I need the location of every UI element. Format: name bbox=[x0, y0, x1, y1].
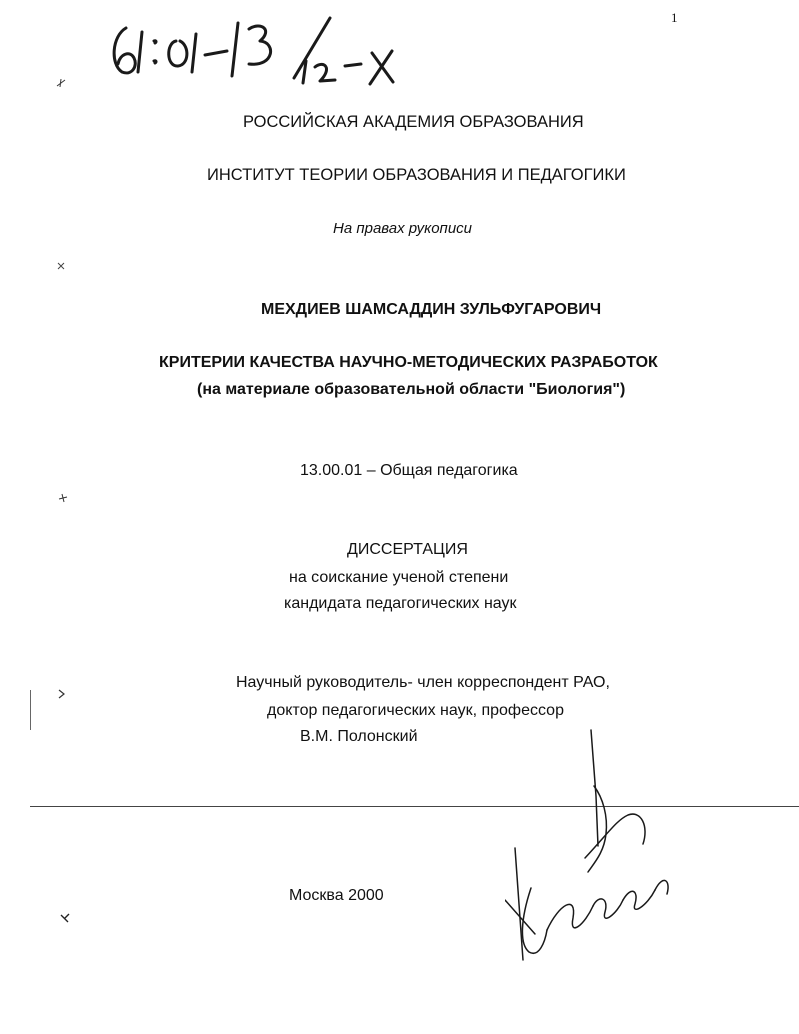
specialty-code: 13.00.01 – Общая педагогика bbox=[300, 462, 518, 479]
page-number: 1 bbox=[671, 10, 678, 25]
academy-name: РОССИЙСКАЯ АКАДЕМИЯ ОБРАЗОВАНИЯ bbox=[243, 113, 584, 131]
scan-left-edge-mark bbox=[30, 690, 31, 730]
manuscript-note: На правах рукописи bbox=[333, 220, 472, 237]
dissertation-title: КРИТЕРИИ КАЧЕСТВА НАУЧНО-МЕТОДИЧЕСКИХ РАЗРАБОТОК bbox=[159, 354, 658, 371]
supervisor-name: В.М. Полонский bbox=[300, 728, 418, 745]
scan-horizontal-rule bbox=[30, 806, 799, 807]
scan-speck-1 bbox=[56, 78, 66, 88]
scan-speck-2 bbox=[56, 261, 66, 271]
degree-line-1: на соискание ученой степени bbox=[289, 569, 509, 586]
scan-speck-4 bbox=[57, 689, 67, 699]
dissertation-subtitle: (на материале образовательной области "Биология") bbox=[197, 381, 626, 398]
handwritten-signature bbox=[505, 728, 675, 964]
degree-line-2: кандидата педагогических наук bbox=[284, 595, 517, 612]
handwritten-catalog-code bbox=[104, 10, 414, 90]
document-type: ДИССЕРТАЦИЯ bbox=[347, 541, 468, 558]
supervisor-degree: доктор педагогических наук, профессор bbox=[267, 702, 564, 719]
supervisor-position: Научный руководитель- член корреспондент РАО, bbox=[236, 674, 610, 691]
author-name: МЕХДИЕВ ШАМСАДДИН ЗУЛЬФУГАРОВИЧ bbox=[261, 301, 602, 318]
city-and-year: Москва 2000 bbox=[289, 887, 384, 904]
scan-speck-5 bbox=[60, 913, 70, 923]
scan-speck-3 bbox=[58, 493, 68, 503]
institute-name: ИНСТИТУТ ТЕОРИИ ОБРАЗОВАНИЯ И ПЕДАГОГИКИ bbox=[207, 166, 626, 184]
